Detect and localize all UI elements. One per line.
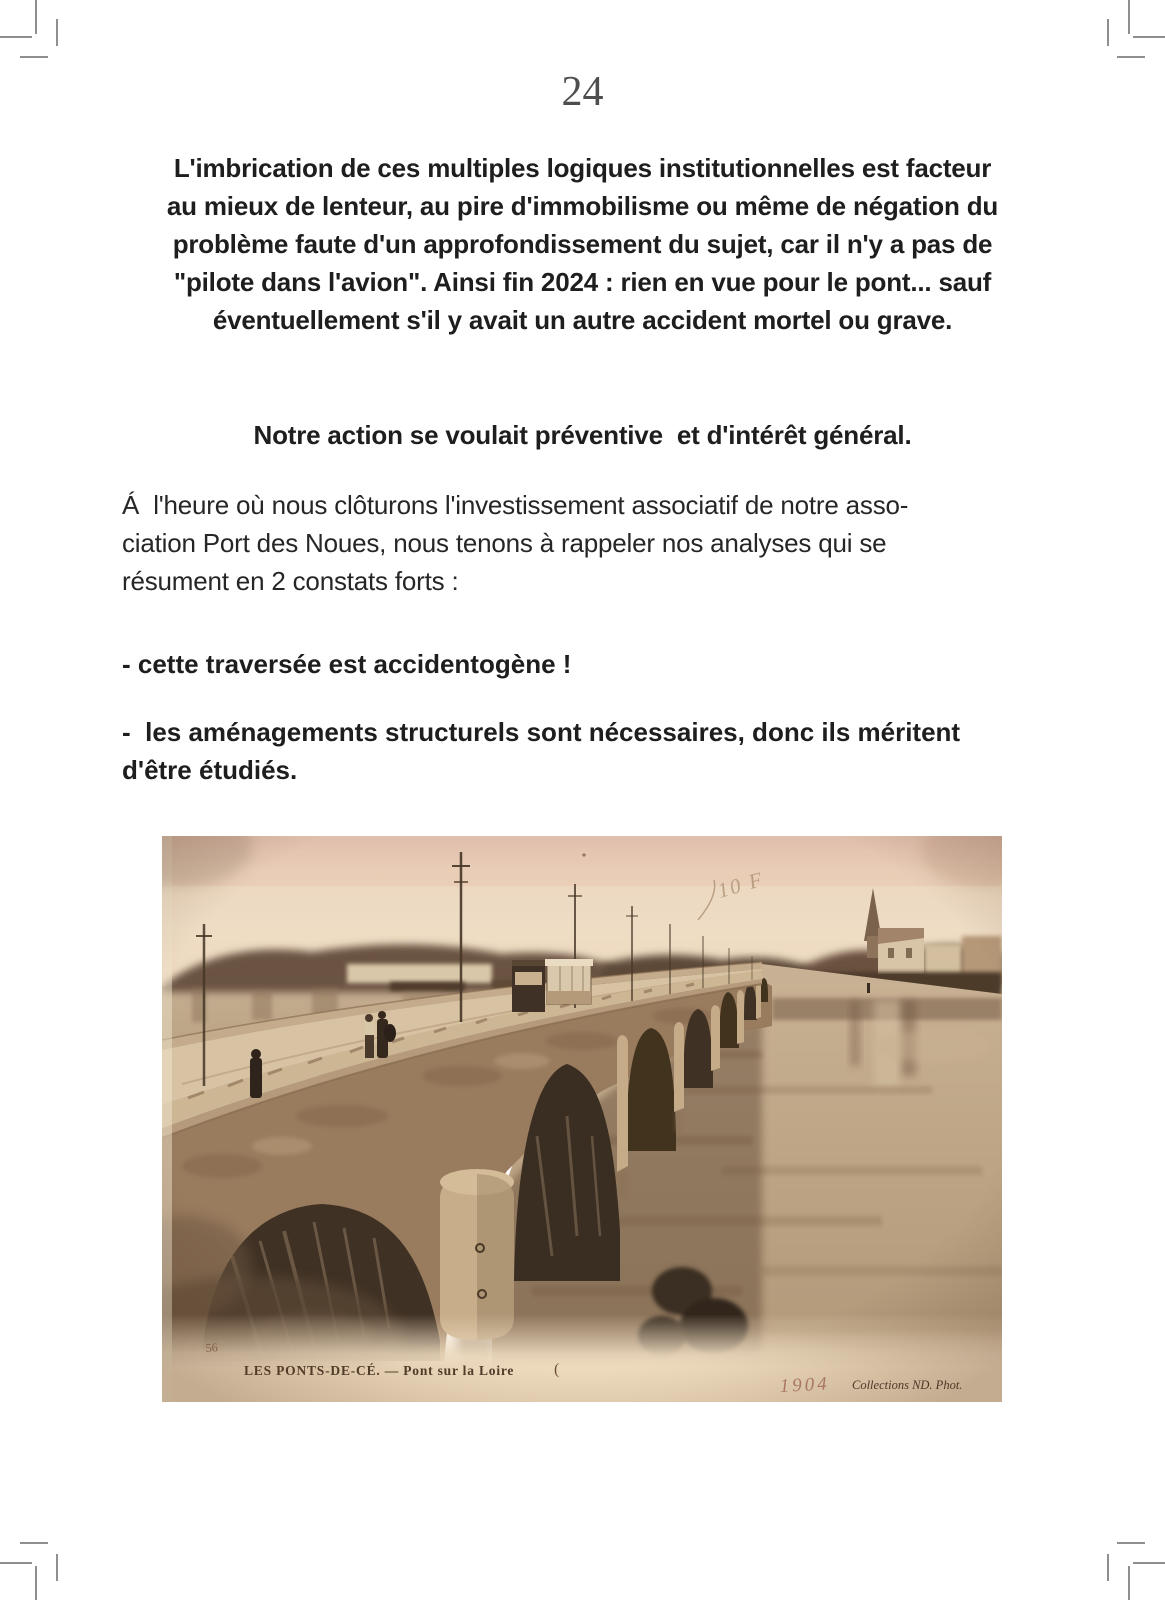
body-line: Á l'heure où nous clôturons l'investissement associatif de notre asso- bbox=[122, 490, 909, 520]
crop-mark-line bbox=[35, 1566, 37, 1600]
lead-paragraph bbox=[0, 149, 1165, 339]
crop-mark-line bbox=[1133, 36, 1165, 38]
lead-line: L'imbrication de ces multiples logiques institutionnelles est facteur bbox=[173, 153, 992, 183]
crop-mark-line bbox=[1107, 1554, 1109, 1581]
postcard-photo bbox=[162, 836, 1002, 1402]
lead-line: "pilote dans l'avion". Ainsi fin 2024 : rien en vue pour le pont... sauf bbox=[173, 267, 992, 297]
crop-mark-line bbox=[0, 1562, 32, 1564]
body-paragraph bbox=[122, 486, 1062, 600]
photo-vignette bbox=[162, 836, 1002, 1402]
crop-mark-line bbox=[0, 36, 32, 38]
crop-mark-line bbox=[1117, 1542, 1145, 1544]
body-line: ciation Port des Noues, nous tenons à rappeler nos analyses qui se bbox=[122, 528, 887, 558]
bullet-item-2 bbox=[122, 713, 1062, 789]
bullet-line: d'être étudiés. bbox=[122, 755, 298, 785]
crop-mark-line bbox=[1117, 56, 1145, 58]
lead-line: au mieux de lenteur, au pire d'immobilisme ou même de négation du bbox=[166, 191, 999, 221]
page-number: 24 bbox=[561, 69, 604, 115]
body-line: résument en 2 constats forts : bbox=[122, 566, 459, 596]
crop-mark-line bbox=[1128, 0, 1130, 34]
postcard-photo-svg bbox=[162, 836, 1002, 1402]
crop-mark-line bbox=[1133, 1562, 1165, 1564]
subheading: Notre action se voulait préventive et d'intérêt général. bbox=[253, 420, 912, 450]
bullet-line: - les aménagements structurels sont nécessaires, donc ils méritent bbox=[122, 717, 961, 747]
crop-mark-line bbox=[35, 0, 37, 34]
lead-line: problème faute d'un approfondissement du sujet, car il n'y a pas de bbox=[172, 229, 993, 259]
crop-mark-line bbox=[56, 19, 58, 46]
bullet-item-1: - cette traversée est accidentogène ! bbox=[122, 649, 572, 679]
crop-mark-line bbox=[20, 56, 48, 58]
crop-mark-line bbox=[20, 1542, 48, 1544]
crop-mark-line bbox=[56, 1554, 58, 1581]
crop-mark-line bbox=[1107, 19, 1109, 46]
lead-line: éventuellement s'il y avait un autre accident mortel ou grave. bbox=[212, 305, 953, 335]
crop-mark-line bbox=[1128, 1566, 1130, 1600]
